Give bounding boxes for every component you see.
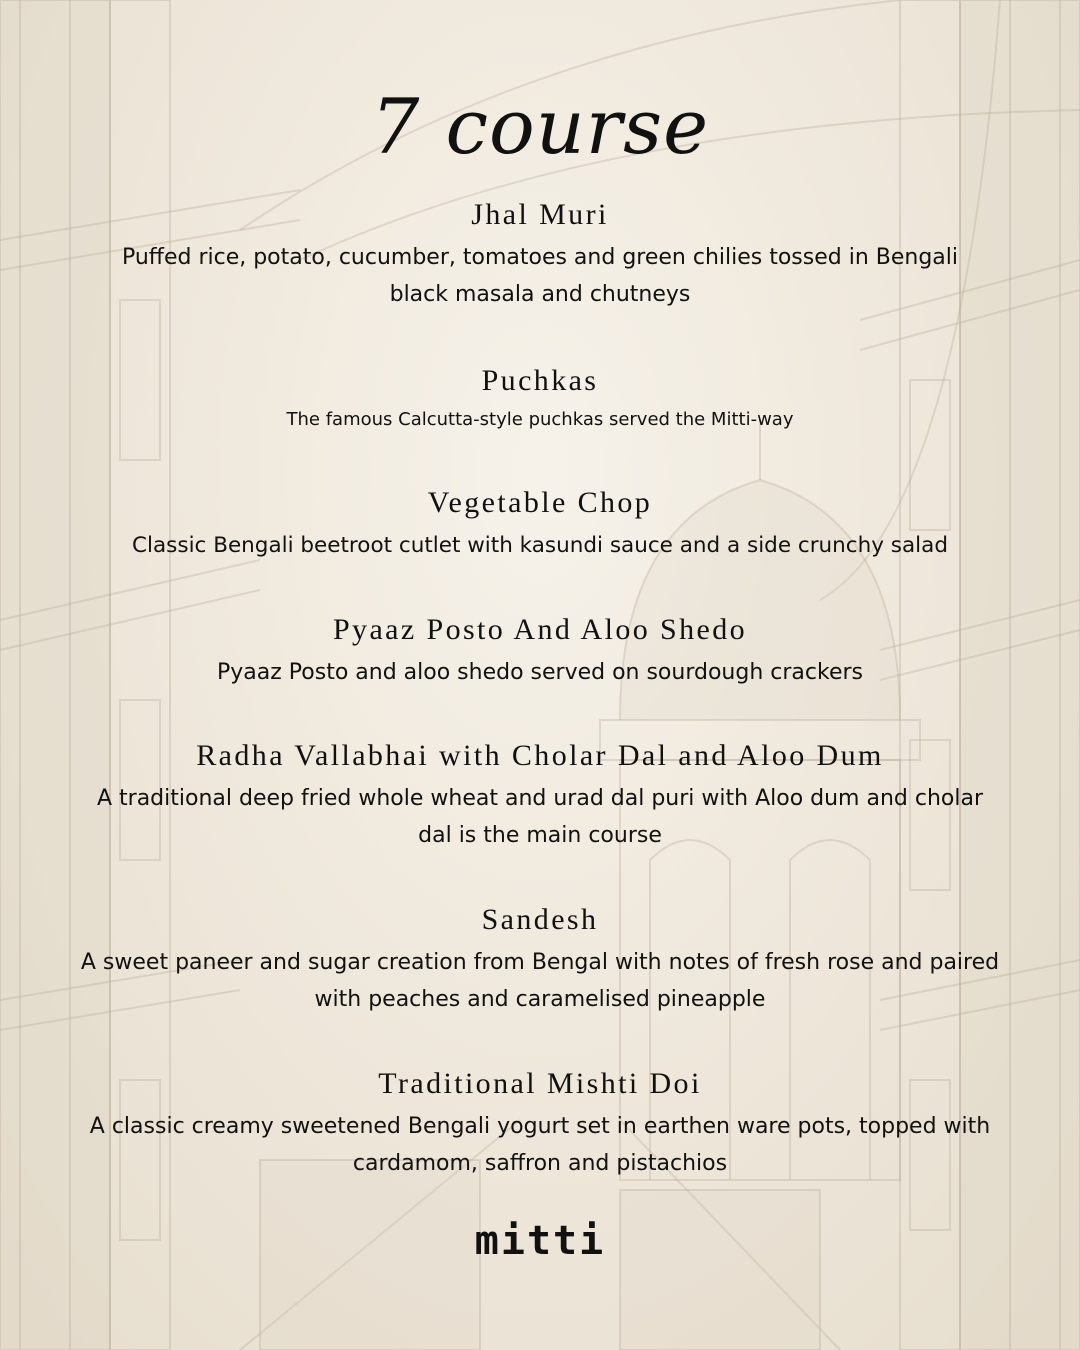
course-description: Classic Bengali beetroot cutlet with kasundi sauce and a side crunchy salad bbox=[132, 533, 948, 558]
course-description: Pyaaz Posto and aloo shedo served on sourdough crackers bbox=[217, 660, 863, 685]
course-name: Sandesh bbox=[481, 903, 599, 936]
course-item bbox=[60, 612, 1020, 691]
course-item bbox=[60, 902, 1020, 1018]
course-name: Vegetable Chop bbox=[427, 486, 653, 519]
course-description: A classic creamy sweetened Bengali yogurt set in earthen ware pots, topped with cardamom, saffron and pistachios bbox=[89, 1114, 991, 1176]
course-name: Pyaaz Posto And Aloo Shedo bbox=[332, 613, 748, 646]
course-item bbox=[60, 363, 1020, 435]
course-name: Puchkas bbox=[481, 364, 599, 397]
course-name: Jhal Muri bbox=[471, 198, 609, 231]
course-item bbox=[60, 197, 1020, 313]
menu-title: 7 course bbox=[370, 82, 710, 171]
course-description: A sweet paneer and sugar creation from Bengal with notes of fresh rose and paired with peaches and caramelised pineapple bbox=[80, 950, 1000, 1012]
course-description: Puffed rice, potato, cucumber, tomatoes and green chilies tossed in Bengali black masala and chutneys bbox=[121, 245, 959, 307]
course-name: Traditional Mishti Doi bbox=[378, 1067, 702, 1100]
course-item bbox=[60, 485, 1020, 564]
course-name: Radha Vallabhai with Cholar Dal and Aloo Dum bbox=[196, 739, 884, 772]
mitti-logo: mitti bbox=[474, 1218, 606, 1264]
course-description: A traditional deep fried whole wheat and urad dal puri with Aloo dum and cholar dal is the main course bbox=[96, 786, 983, 848]
course-item bbox=[60, 738, 1020, 854]
course-item bbox=[60, 1066, 1020, 1182]
course-description: The famous Calcutta-style puchkas served the Mitti-way bbox=[286, 409, 794, 430]
